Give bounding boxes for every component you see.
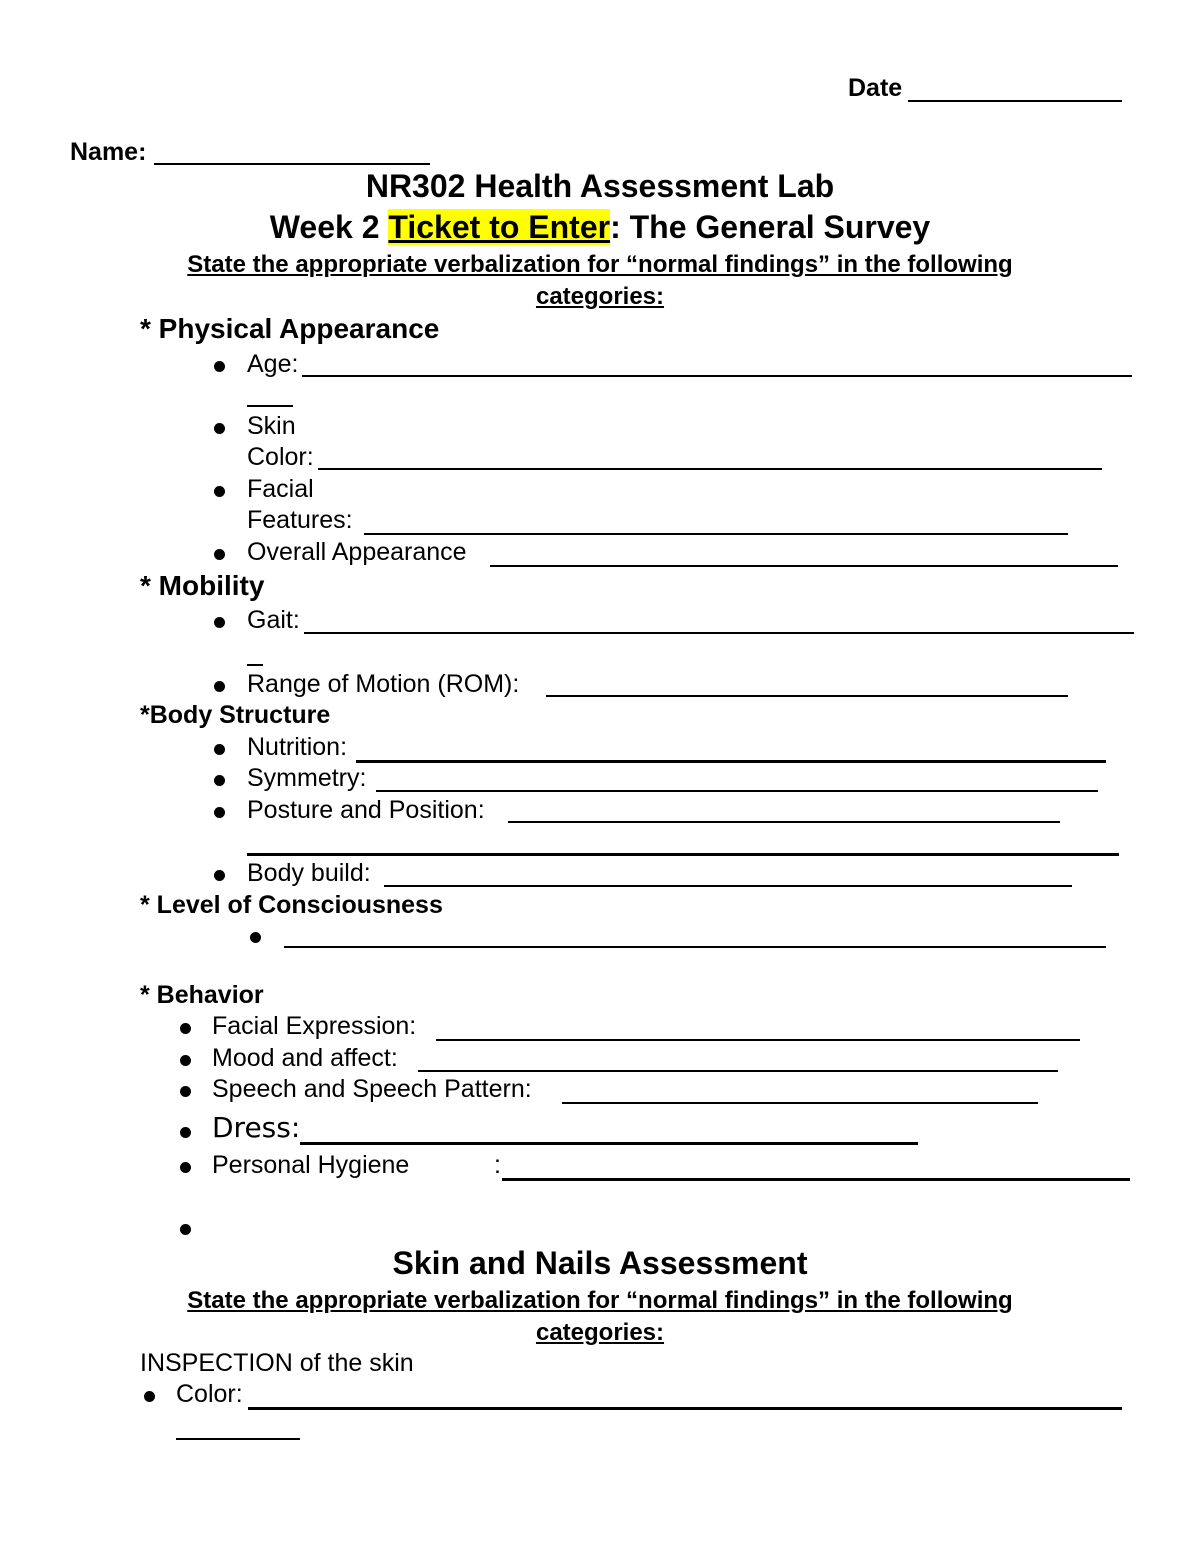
- skin-instructions-line2: categories:: [535, 1319, 665, 1346]
- nutrition-field[interactable]: [356, 760, 1106, 763]
- skin-nails-title: Skin and Nails Assessment: [392, 1245, 808, 1281]
- body-build-field[interactable]: [384, 885, 1072, 887]
- personal-hygiene-field[interactable]: [502, 1178, 1130, 1181]
- subtitle-rest: : The General Survey: [610, 209, 931, 245]
- heading-body-structure: *Body Structure: [140, 701, 331, 729]
- label-skin-color-2: Color:: [247, 443, 314, 471]
- label-symmetry: Symmetry:: [247, 764, 367, 792]
- label-overall-appearance: Overall Appearance: [247, 538, 467, 566]
- bullet-symmetry: [214, 775, 225, 786]
- range-of-motion-field[interactable]: [546, 695, 1068, 697]
- facial-expression-field[interactable]: [436, 1039, 1080, 1041]
- label-range-of-motion: Range of Motion (ROM):: [247, 670, 520, 698]
- heading-physical-appearance: * Physical Appearance: [140, 313, 440, 344]
- bullet-range-of-motion: [214, 681, 225, 692]
- label-posture-position: Posture and Position:: [247, 796, 485, 824]
- bullet-facial-features: [214, 486, 225, 497]
- dress-field[interactable]: [300, 1142, 918, 1145]
- label-age: Age:: [247, 350, 299, 378]
- bullet-nutrition: [214, 744, 225, 755]
- loc-field[interactable]: [284, 946, 1106, 948]
- speech-pattern-field[interactable]: [562, 1102, 1038, 1104]
- bullet-empty: [180, 1224, 191, 1235]
- bullet-skin-color: [214, 423, 225, 434]
- label-nutrition: Nutrition:: [247, 733, 348, 761]
- symmetry-field[interactable]: [376, 790, 1098, 792]
- name-label: Name:: [70, 138, 147, 166]
- bullet-body-build: [214, 870, 225, 881]
- gait-field[interactable]: [304, 632, 1134, 634]
- facial-features-field[interactable]: [364, 533, 1068, 535]
- bullet-age: [214, 361, 225, 372]
- page-title: NR302 Health Assessment Lab: [365, 168, 835, 204]
- date-label: Date: [848, 74, 903, 102]
- bullet-overall-appearance: [214, 549, 225, 560]
- heading-level-of-consciousness: * Level of Consciousness: [140, 891, 443, 919]
- skin-inspection-color-field[interactable]: [248, 1407, 1122, 1410]
- label-skin-color-1: Skin: [247, 412, 296, 440]
- bullet-mood-affect: [180, 1055, 191, 1066]
- bullet-personal-hygiene: [180, 1162, 191, 1173]
- bullet-speech-pattern: [180, 1086, 191, 1097]
- date-field[interactable]: [908, 100, 1122, 102]
- bullet-posture-position: [214, 807, 225, 818]
- heading-mobility: * Mobility: [140, 570, 265, 601]
- label-skin-inspection-color: Color:: [176, 1380, 243, 1408]
- bullet-gait: [214, 617, 225, 628]
- bullet-skin-inspection-color: [144, 1391, 155, 1402]
- age-field[interactable]: [302, 375, 1132, 377]
- skin-inspection-color-field-2[interactable]: [176, 1438, 300, 1440]
- bullet-dress: [180, 1127, 191, 1138]
- label-facial-expression: Facial Expression:: [212, 1012, 417, 1040]
- label-facial-features-1: Facial: [247, 475, 314, 503]
- label-gait: Gait:: [247, 606, 300, 634]
- label-personal-hygiene-colon: :: [494, 1151, 501, 1179]
- bullet-loc: [250, 932, 261, 943]
- subtitle-highlight: Ticket to Enter: [388, 209, 611, 245]
- page-subtitle: [0, 209, 1200, 246]
- skin-color-field[interactable]: [318, 468, 1102, 470]
- mood-affect-field[interactable]: [418, 1070, 1058, 1072]
- posture-position-field[interactable]: [508, 821, 1060, 823]
- label-speech-pattern: Speech and Speech Pattern:: [212, 1075, 532, 1103]
- subtitle-week: Week 2: [269, 209, 389, 245]
- instructions-line1: State the appropriate verbalization for “normal findings” in the following: [187, 251, 1013, 278]
- heading-behavior: * Behavior: [140, 981, 264, 1009]
- label-mood-affect: Mood and affect:: [212, 1044, 398, 1072]
- posture-position-field-2[interactable]: [247, 853, 1119, 856]
- name-field[interactable]: [154, 163, 430, 165]
- label-personal-hygiene: Personal Hygiene: [212, 1151, 410, 1179]
- bullet-facial-expression: [180, 1023, 191, 1034]
- skin-instructions-line1: State the appropriate verbalization for “normal findings” in the following: [187, 1287, 1013, 1314]
- label-inspection-skin: INSPECTION of the skin: [140, 1349, 414, 1377]
- label-facial-features-2: Features:: [247, 506, 353, 534]
- label-dress: Dress:: [212, 1111, 301, 1144]
- instructions-line2: categories:: [535, 283, 665, 310]
- age-field-overflow: [247, 405, 293, 407]
- overall-appearance-field[interactable]: [490, 565, 1118, 567]
- gait-field-overflow: [247, 664, 263, 666]
- label-body-build: Body build:: [247, 859, 371, 887]
